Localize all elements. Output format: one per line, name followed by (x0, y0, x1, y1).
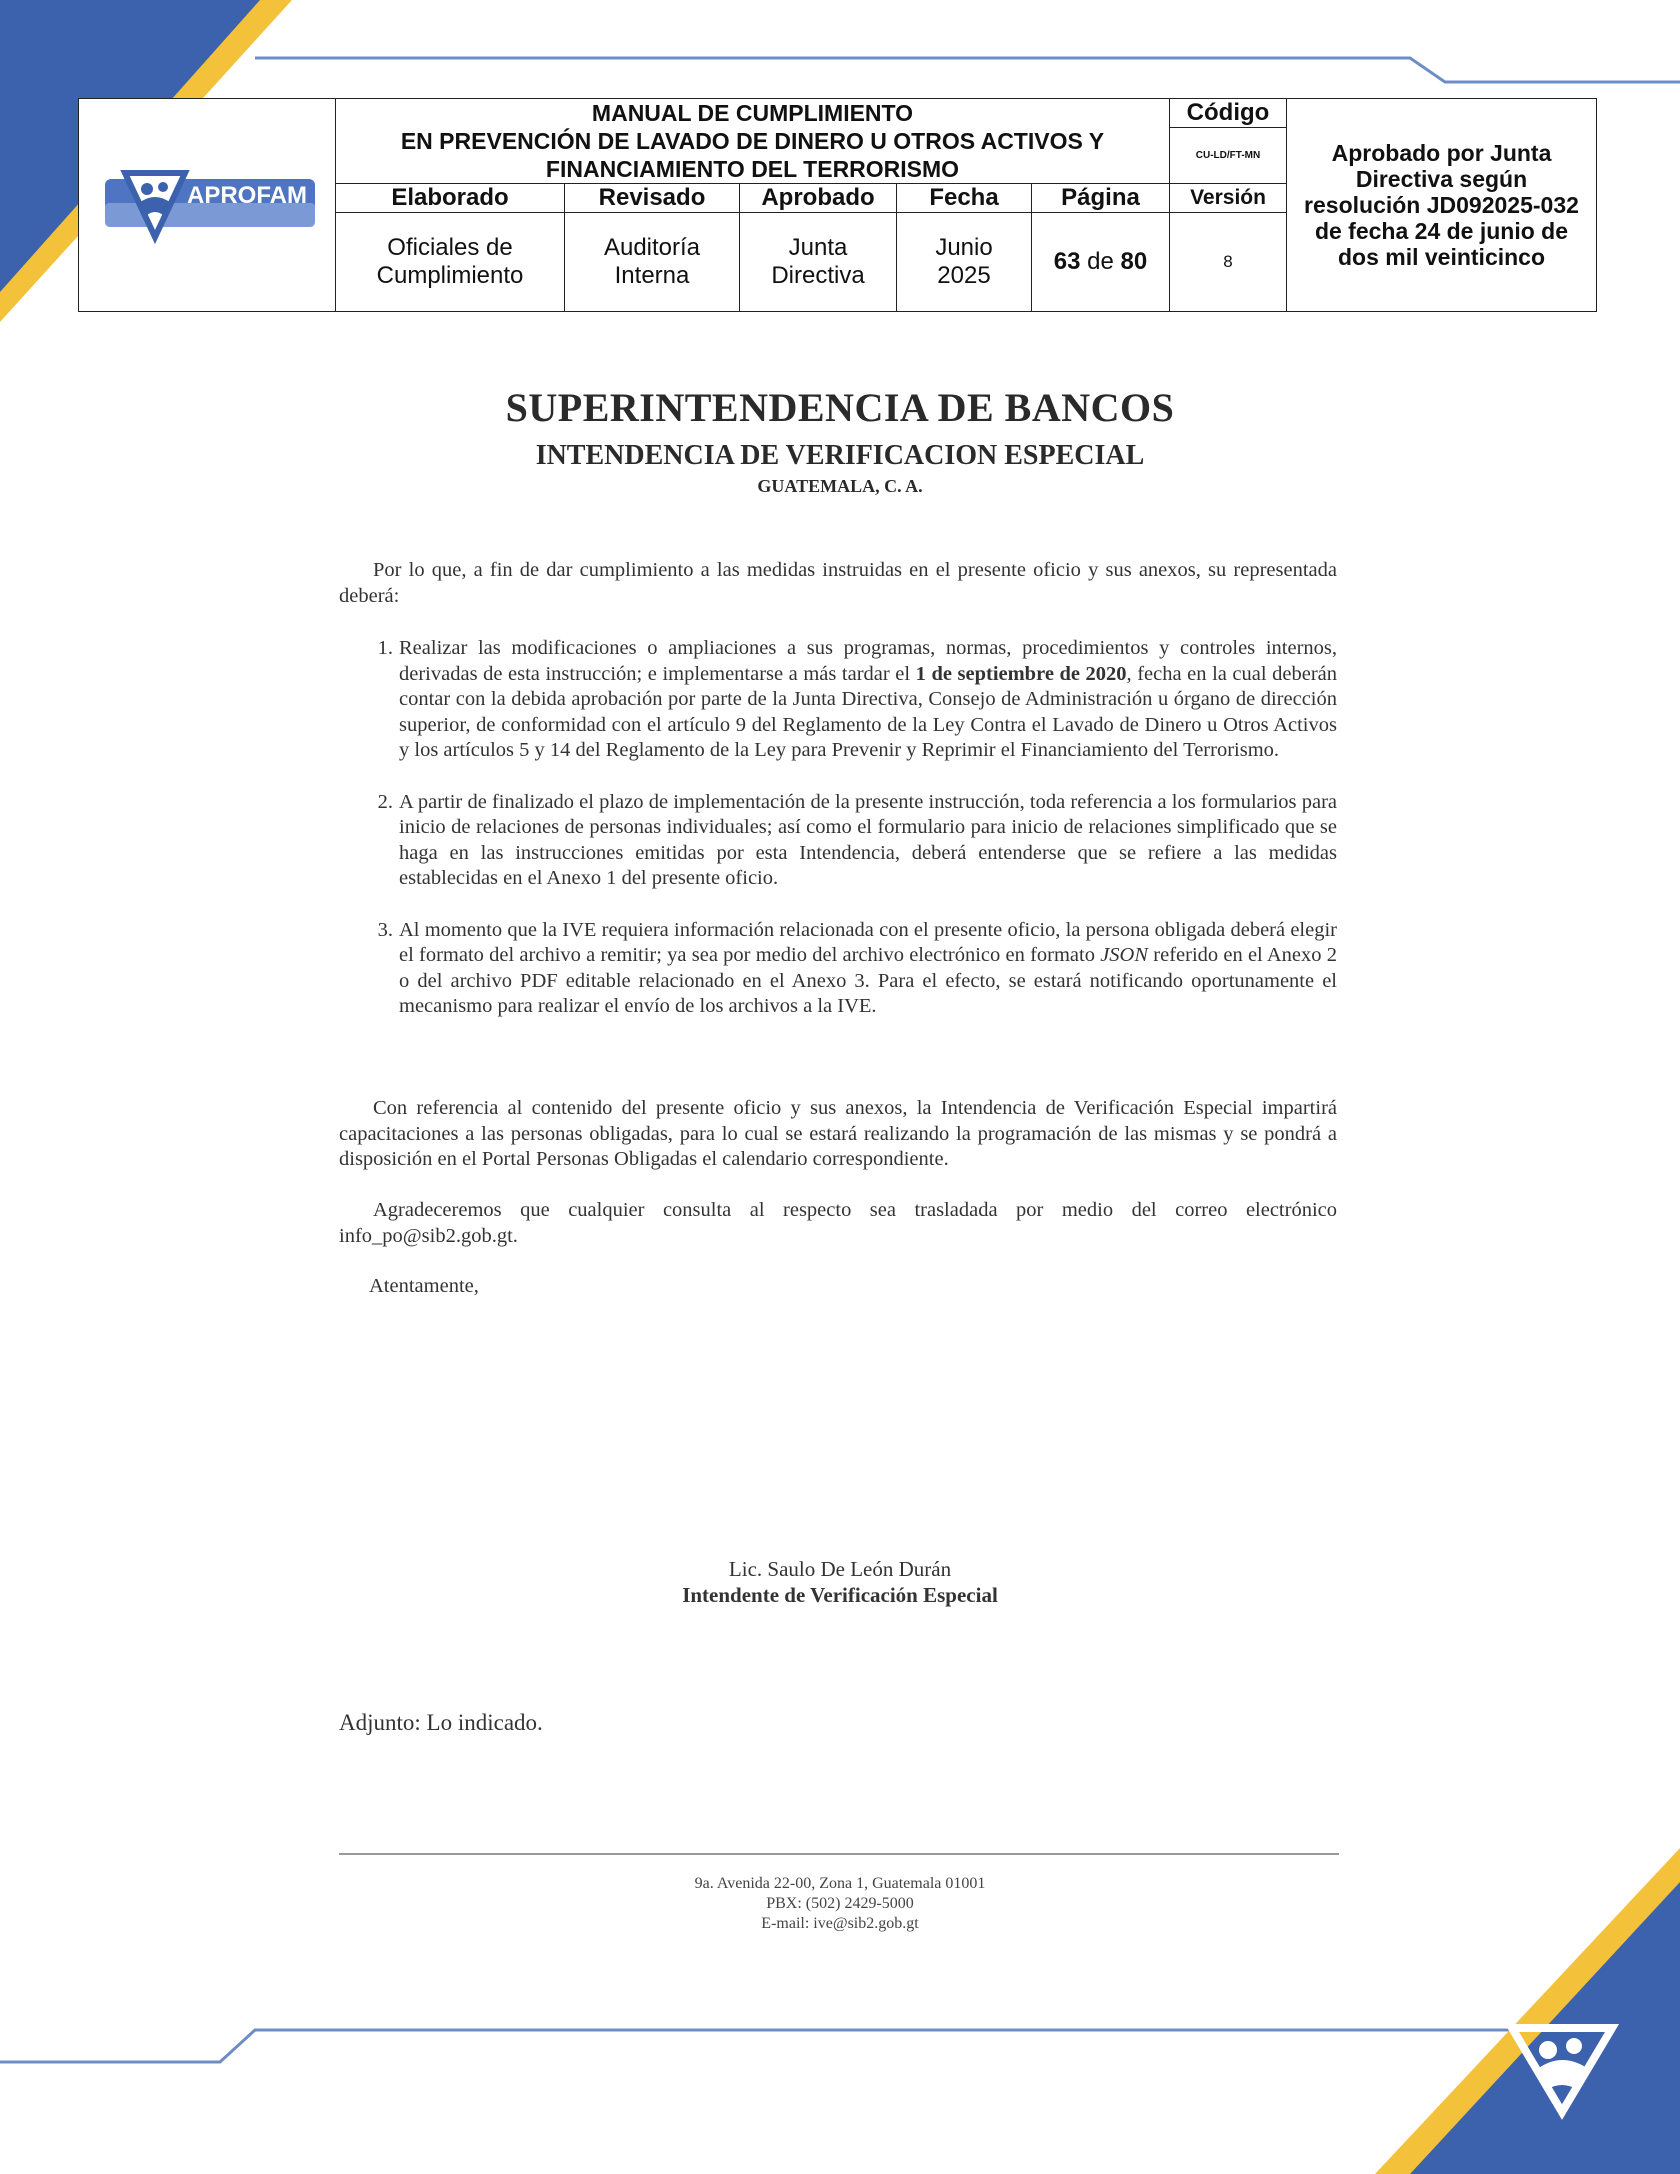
footer-phone: PBX: (502) 2429-5000 (766, 1895, 914, 1912)
letter-intro: Por lo que, a fin de dar cumplimiento a las medidas instruidas en el presente oficio y sus anexos, su representada deberá: (339, 559, 1337, 607)
value-line: Directiva (771, 262, 865, 289)
list-text: Realizar las modificaciones o ampliaciones a sus programas, normas, procedimientos y controles internos, derivadas de esta instrucción; e implementarse a más tardar el 1 de septiembre de 2020, fecha en la cual deberán contar con la debida aprobación por parte de la Junta Directiva, Consejo de Administración u órgano de dirección superior, de conformidad con el artículo 9 del Reglamento de la Ley Contra el Lavado de Dinero u Otros Activos y los artículos 5 y 14 del Reglamento de la Ley para Prevenir y Reprimir el Financiamiento del Terrorismo. (399, 637, 1338, 762)
title-line-3: FINANCIAMIENTO DEL TERRORISMO (545, 156, 960, 182)
list-text: A partir de finalizado el plazo de implementación de la presente instrucción, toda referencia a los formularios para inicio de relaciones de personas individuales; así como el formulario para inicio de relaciones simplificado que se haga en las instrucciones emitidas por esta Intendencia, deberá entenderse que se refiere a las medidas establecidas en el Anexo 1 del presente oficio. (399, 790, 1337, 890)
fecha-label: Fecha (897, 184, 1032, 213)
codigo-value: CU-LD/FT-MN (1170, 128, 1287, 184)
list-number: 3. (377, 918, 393, 941)
elaborado-label: Elaborado (336, 184, 565, 213)
footer-divider (339, 1853, 1339, 1855)
value-line: 2025 (937, 262, 991, 289)
value-line: Auditoría (603, 234, 701, 261)
version-value: 8 (1170, 213, 1287, 312)
bottom-footer-line (0, 2030, 1520, 2062)
value-line: Interna (614, 262, 690, 289)
pagina-label: Página (1032, 184, 1170, 213)
page-separator: de (1087, 248, 1114, 275)
value-line: Oficiales de (387, 234, 513, 261)
signer-title: Intendente de Verificación Especial (682, 1583, 998, 1607)
approval-line: Directiva según (1355, 166, 1528, 192)
codigo-label: Código (1170, 99, 1287, 128)
letter-paragraph-contact: Agradeceremos que cualquier consulta al respecto sea trasladada por medio del correo electrónico info_po@sib2.gob.gt. (339, 1199, 1337, 1247)
version-label: Versión (1170, 184, 1287, 213)
letterhead-subtitle: INTENDENCIA DE VERIFICACION ESPECIAL (535, 440, 1145, 471)
logo-text: APROFAM (187, 182, 307, 209)
approval-line: de fecha 24 de junio de (1314, 218, 1569, 244)
aprobado-value (740, 213, 897, 312)
instruction-list (339, 636, 1337, 1046)
list-number: 1. (377, 637, 393, 659)
approval-line: resolución JD092025-032 (1304, 192, 1579, 218)
page-current: 63 (1053, 248, 1081, 275)
value-line: Junio (935, 234, 993, 261)
signer-name: Lic. Saulo De León Durán (728, 1557, 952, 1581)
letter-paragraph-training: Con referencia al contenido del presente oficio y sus anexos, la Intendencia de Verificación Especial impartirá capacitaciones a las personas obligadas, para lo cual se estará realizando la programación de las mismas y se pondrá a disposición en el Portal Personas Obligadas el calendario correspondiente. (339, 1097, 1337, 1171)
approval-line: Aprobado por Junta (1331, 140, 1552, 166)
title-line-1: MANUAL DE CUMPLIMIENTO (591, 100, 914, 126)
document-header-table (78, 98, 1597, 312)
aprobado-label: Aprobado (740, 184, 897, 213)
manual-title (336, 99, 1170, 184)
letterhead-title: SUPERINTENDENCIA DE BANCOS (505, 385, 1175, 430)
json-format: JSON (1100, 944, 1149, 967)
list-number: 2. (377, 790, 393, 813)
list-item (339, 636, 1337, 764)
letterhead-location: GUATEMALA, C. A. (757, 476, 923, 496)
letter-closing: Atentamente, (369, 1275, 479, 1297)
list-text: Al momento que la IVE requiera información relacionada con el presente oficio, la persona obligada deberá elegir el formato del archivo a remitir; ya sea por medio del archivo electrónico en formato JSON referido en el Anexo 2 o del archivo PDF editable relacionado en el Anexo 3. Para el efecto, se estará notificando oportunamente el mecanismo para realizar el envío de los archivos a la IVE. (399, 918, 1337, 1018)
revisado-label: Revisado (565, 184, 740, 213)
value-line: Junta (788, 234, 848, 261)
footer-address: 9a. Avenida 22-00, Zona 1, Guatemala 01001 (694, 1875, 986, 1892)
attachment-note: Adjunto: Lo indicado. (339, 1710, 543, 1735)
revisado-value (565, 213, 740, 312)
list-item (339, 790, 1337, 892)
page-total: 80 (1120, 248, 1148, 275)
approval-line: dos mil veinticinco (1337, 244, 1546, 270)
footer-email: E-mail: ive@sib2.gob.gt (761, 1915, 919, 1932)
fecha-value (897, 213, 1032, 312)
elaborado-value (336, 213, 565, 312)
list-item (339, 918, 1337, 1020)
top-header-line (255, 58, 1680, 82)
aprofam-logo (97, 145, 317, 265)
approval-note (1287, 99, 1597, 312)
deadline-date: 1 de septiembre de 2020 (915, 662, 1127, 685)
page-number (1032, 213, 1170, 312)
header-logo-cell (79, 99, 336, 312)
value-line: Cumplimiento (376, 262, 524, 289)
title-line-2: EN PREVENCIÓN DE LAVADO DE DINERO U OTROS ACTIVOS Y (400, 128, 1105, 154)
